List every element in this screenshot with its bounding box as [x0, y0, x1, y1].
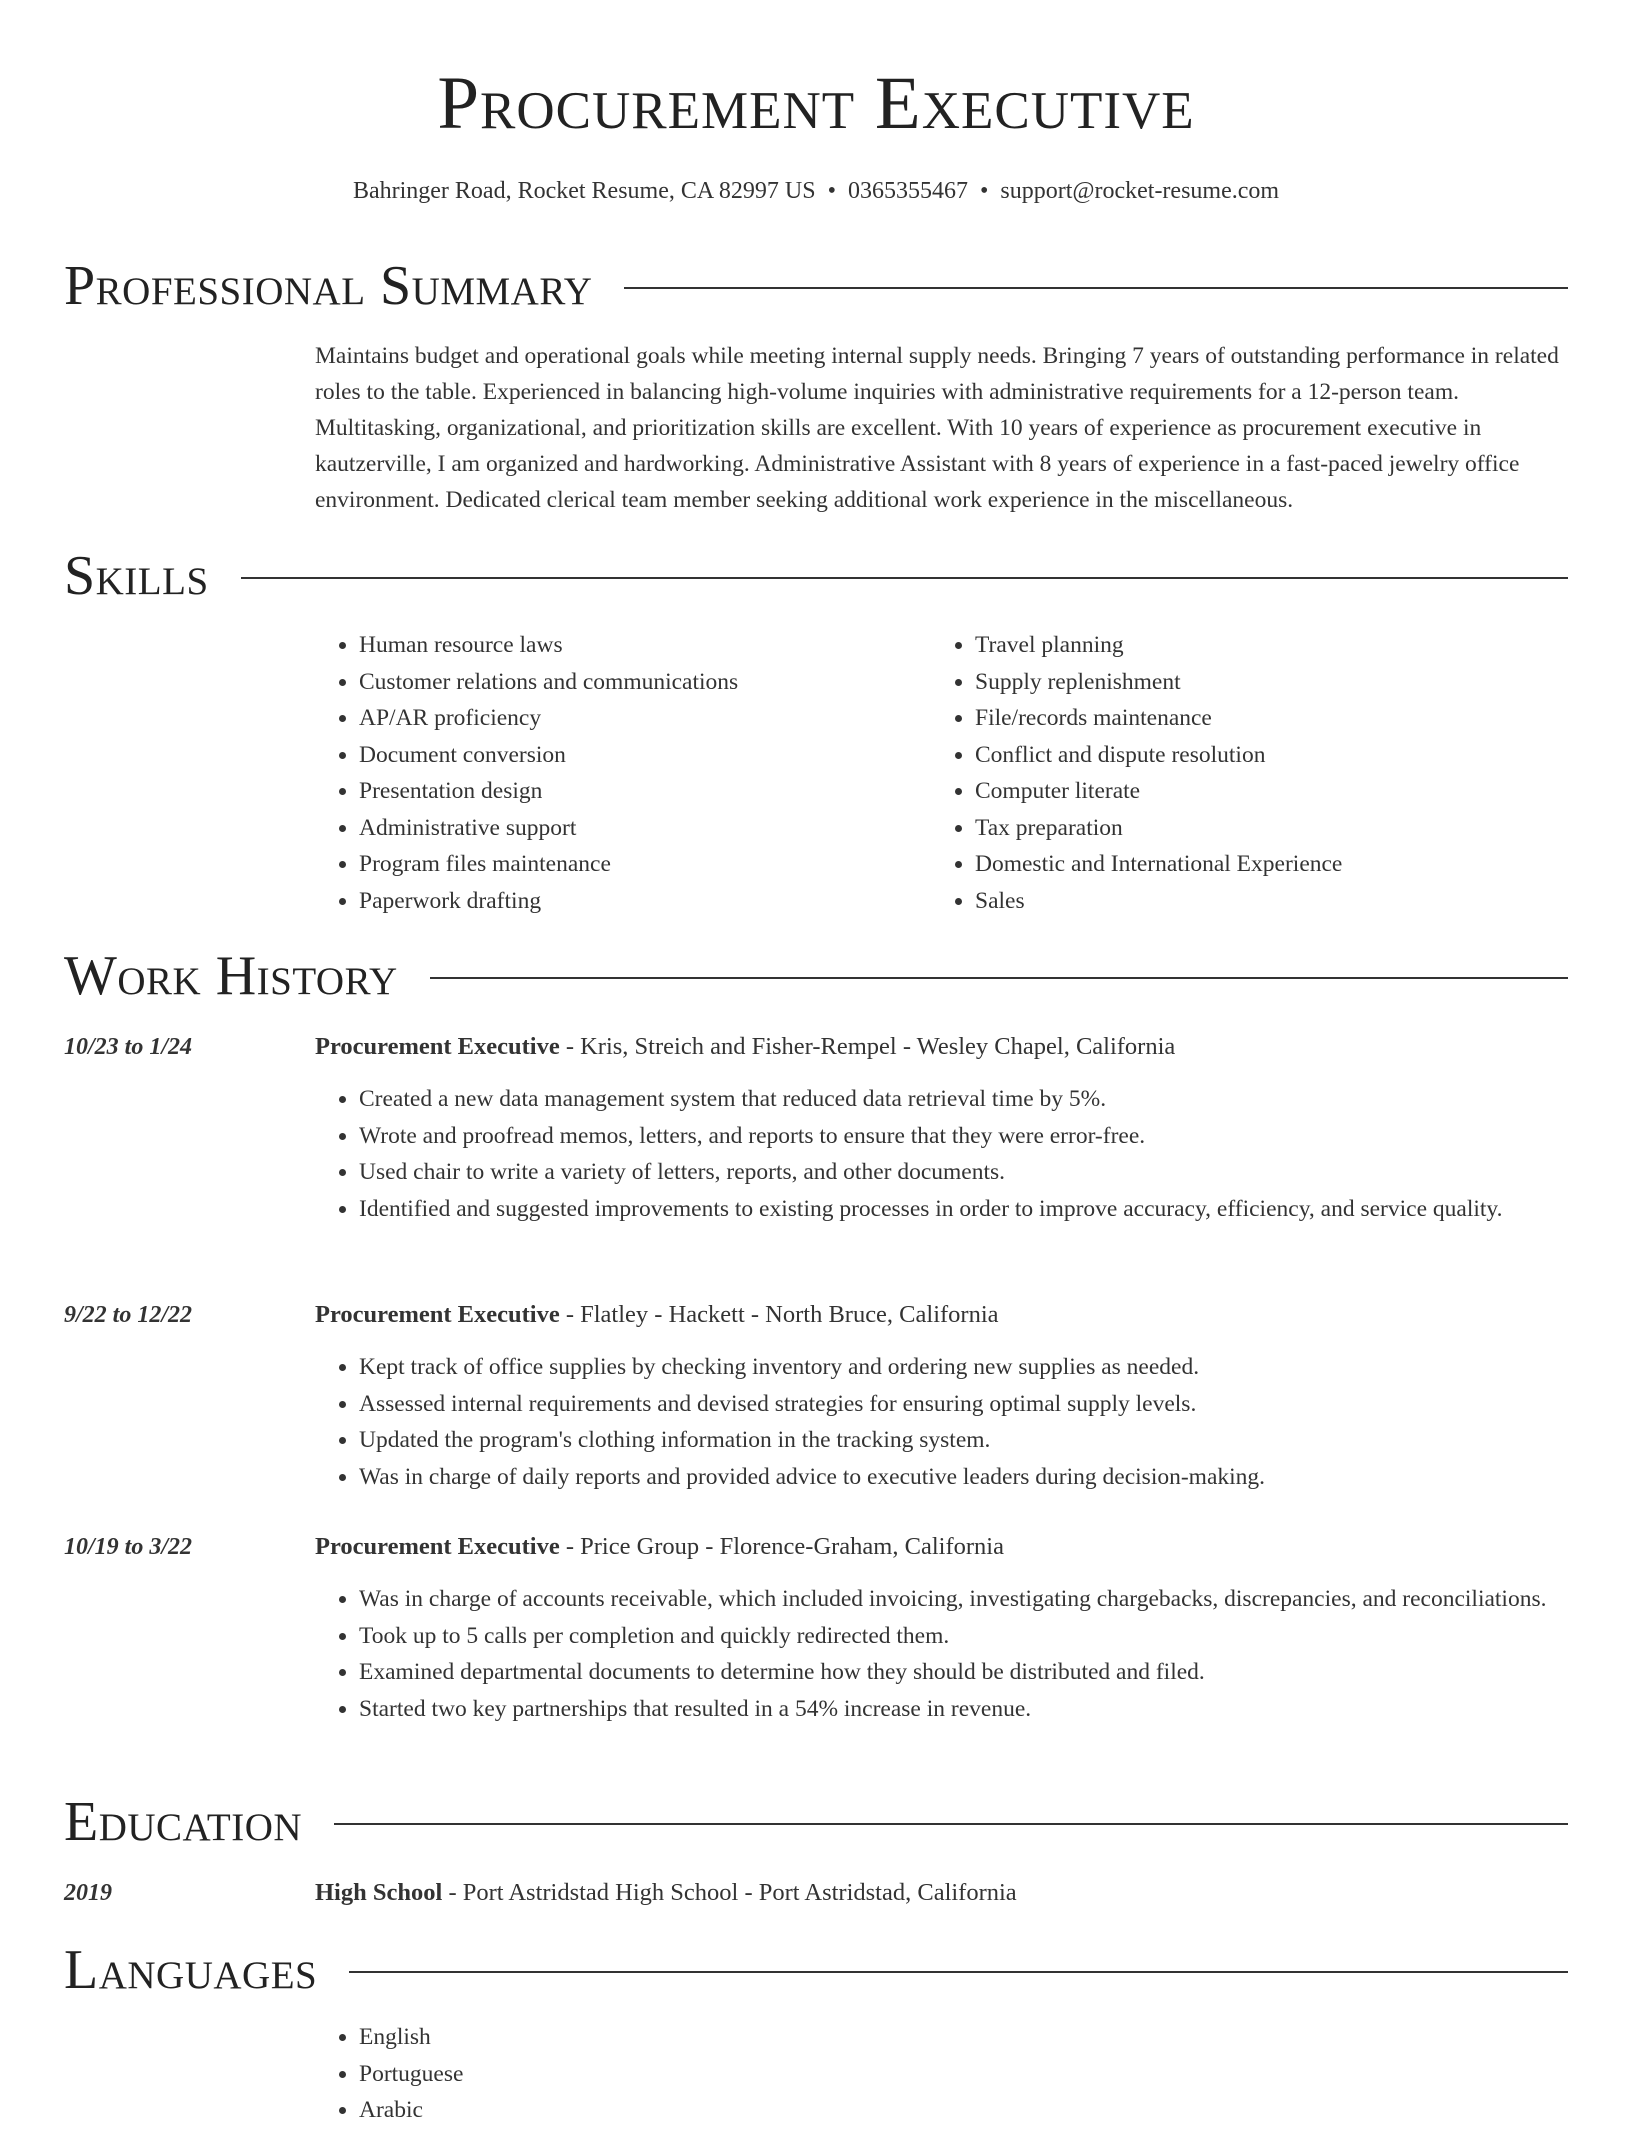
languages-section-header — [64, 1938, 1568, 2002]
skill-item: • Sales — [975, 883, 1571, 920]
contact-email: support@rocket-resume.com — [1000, 178, 1280, 204]
job-bullet: • Used chair to write a variety of letters, reports, and other documents. — [359, 1154, 1570, 1191]
skills-column-right — [931, 627, 1571, 919]
section-divider — [430, 977, 1568, 979]
education-heading — [315, 1875, 1570, 1911]
skills-column-left — [315, 627, 915, 919]
skills-list-right — [931, 627, 1571, 919]
job-bullet: • Assessed internal requirements and devised strategies for ensuring optimal supply levels. — [359, 1386, 1570, 1423]
skill-item: • AP/AR proficiency — [359, 700, 915, 737]
skill-item: • Paperwork drafting — [359, 883, 915, 920]
languages-list — [315, 2019, 1570, 2129]
skill-item: • Document conversion — [359, 737, 915, 774]
skill-item: • Administrative support — [359, 810, 915, 847]
job-bullet: • Started two key partnerships that resulted in a 54% increase in revenue. — [359, 1691, 1570, 1728]
job-dates: 10/23 to 1/24 — [64, 1034, 193, 1060]
resume-name: Procurement Executive — [437, 62, 1195, 145]
job-role: Procurement Executive — [315, 1033, 560, 1060]
job-bullet: • Examined departmental documents to determine how they should be distributed and filed. — [359, 1654, 1570, 1691]
job-bullet: • Wrote and proofread memos, letters, and reports to ensure that they were error-free. — [359, 1118, 1570, 1155]
job-dates: 9/22 to 12/22 — [64, 1302, 193, 1328]
languages-list-container — [315, 2019, 1570, 2129]
skills-section-header — [64, 544, 1568, 608]
language-item: • Arabic — [359, 2092, 1570, 2129]
skill-item: • Tax preparation — [975, 810, 1571, 847]
skill-item: • Travel planning — [975, 627, 1571, 664]
summary-text: Maintains budget and operational goals while meeting internal supply needs. Bringing 7 years of outstanding performance in related roles to the table. Experienced in balancing high-volume inquiries with administrative requirements for a 12-person team. Multitasking, organizational, and prioritization skills are excellent. With 10 years of experience as procurement executive in kautzerville, I am organized and hardworking. Administrative Assistant with 8 years of experience in a fast-paced jewelry office environment. Dedicated clerical team member seeking additional work experience in the miscellaneous. — [315, 343, 1559, 513]
job-bullets — [315, 1581, 1570, 1727]
job-heading — [315, 1029, 1570, 1065]
contact-phone: 0365355467 — [847, 178, 968, 204]
job-bullet: • Took up to 5 calls per completion and quickly redirected them. — [359, 1618, 1570, 1655]
skill-item: • Computer literate — [975, 773, 1571, 810]
work-section-title: Work History — [64, 945, 398, 1007]
skill-item: • Program files maintenance — [359, 846, 915, 883]
skill-item: • Domestic and International Experience — [975, 846, 1571, 883]
contact-line — [0, 174, 1632, 208]
job-employer-location: - Flatley - Hackett - North Bruce, California — [559, 1301, 999, 1328]
section-divider — [349, 1971, 1568, 1973]
education-year: 2019 — [64, 1880, 112, 1906]
job-bullet: • Identified and suggested improvements to existing processes in order to improve accuracy, efficiency, and service quality. — [359, 1191, 1570, 1228]
job-bullet-list — [315, 1081, 1570, 1227]
skills-list-left — [315, 627, 915, 919]
job-dates: 10/19 to 3/22 — [64, 1534, 193, 1560]
summary-section-header — [64, 254, 1568, 318]
job-bullet-list — [315, 1581, 1570, 1727]
education-degree: High School — [315, 1879, 443, 1906]
education-section-title: Education — [64, 1791, 303, 1853]
job-bullet: • Kept track of office supplies by checking inventory and ordering new supplies as needed. — [359, 1349, 1570, 1386]
job-bullet: • Updated the program's clothing information in the tracking system. — [359, 1422, 1570, 1459]
contact-separator: • — [979, 178, 989, 204]
section-divider — [241, 577, 1568, 579]
skill-item: • Conflict and dispute resolution — [975, 737, 1571, 774]
languages-section-title: Languages — [64, 1939, 318, 2001]
contact-separator: • — [827, 178, 836, 204]
education-section-header — [64, 1790, 1568, 1854]
skill-item: • Customer relations and communications — [359, 664, 915, 701]
job-employer-location: - Price Group - Florence-Graham, California — [559, 1533, 1004, 1560]
skill-item: • Presentation design — [359, 773, 915, 810]
job-role: Procurement Executive — [315, 1533, 560, 1560]
job-bullets — [315, 1081, 1570, 1227]
job-bullet: • Created a new data management system that reduced data retrieval time by 5%. — [359, 1081, 1570, 1118]
skill-item: • Human resource laws — [359, 627, 915, 664]
summary-section-title: Professional Summary — [64, 255, 593, 317]
language-item: • English — [359, 2019, 1570, 2056]
language-item: • Portuguese — [359, 2056, 1570, 2093]
job-employer-location: - Kris, Streich and Fisher-Rempel - Wesley Chapel, California — [559, 1033, 1176, 1060]
skill-item: • Supply replenishment — [975, 664, 1571, 701]
job-bullet: • Was in charge of daily reports and provided advice to executive leaders during decision-making. — [359, 1459, 1570, 1496]
job-role: Procurement Executive — [315, 1301, 560, 1328]
skills-section-title: Skills — [64, 545, 209, 607]
section-divider — [334, 1823, 1568, 1825]
work-section-header — [64, 944, 1568, 1008]
contact-address: Bahringer Road, Rocket Resume, CA 82997 US — [352, 178, 816, 204]
job-heading — [315, 1297, 1570, 1333]
job-bullet-list — [315, 1349, 1570, 1495]
job-heading — [315, 1529, 1570, 1565]
job-bullet: • Was in charge of accounts receivable, which included invoicing, investigating chargebacks, discrepancies, and reconciliations. — [359, 1581, 1570, 1618]
skill-item: • File/records maintenance — [975, 700, 1571, 737]
section-divider — [624, 287, 1568, 289]
job-bullets — [315, 1349, 1570, 1495]
education-school-location: - Port Astridstad High School - Port Astridstad, California — [442, 1879, 1017, 1906]
